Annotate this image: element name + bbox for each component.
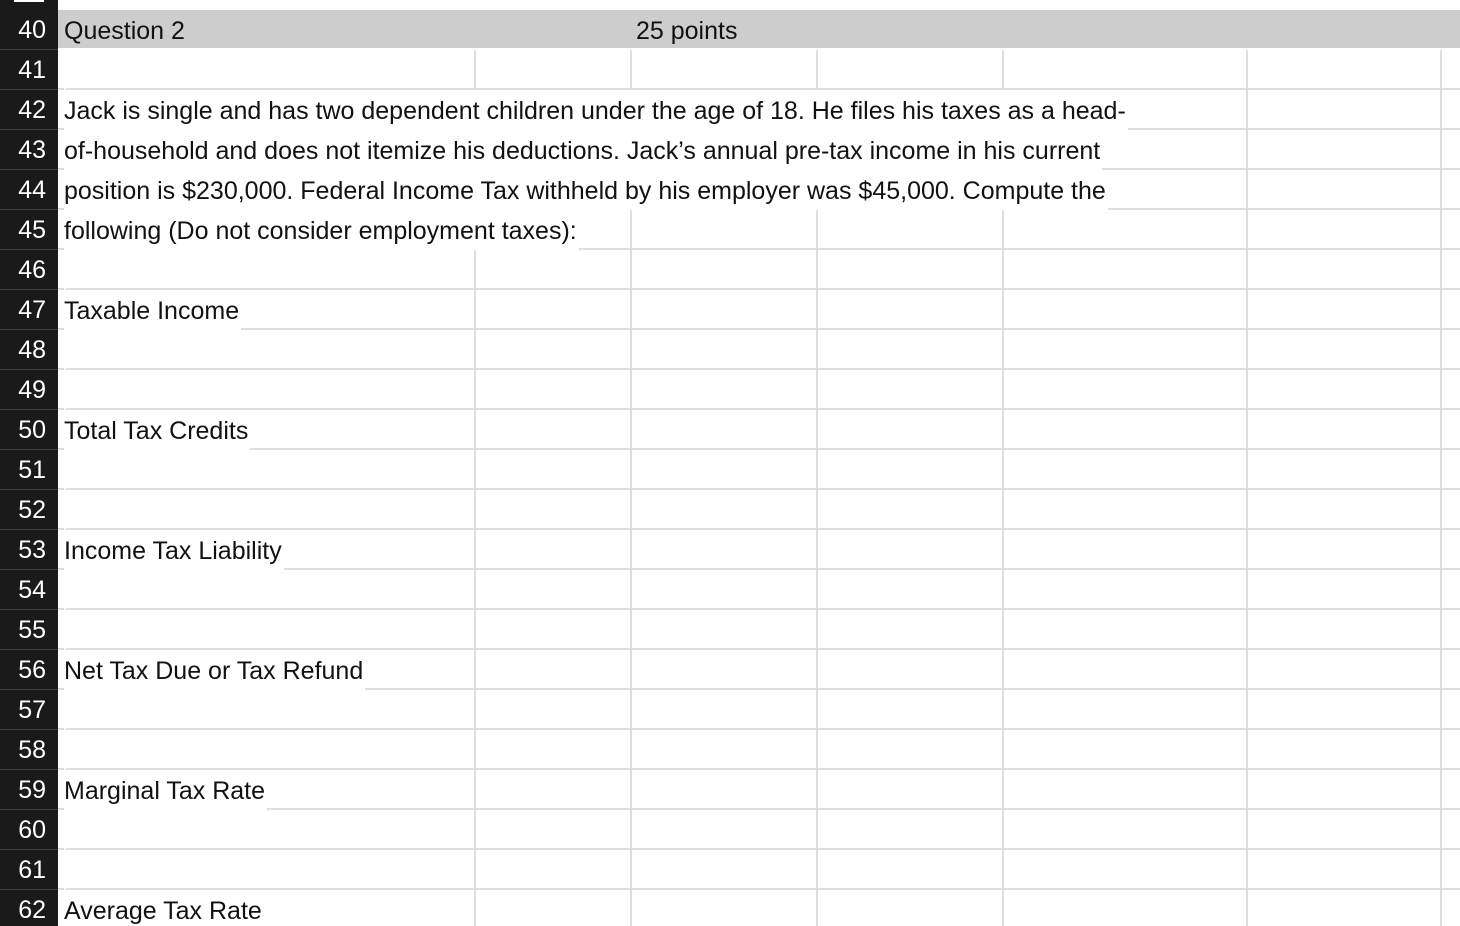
column-gridline bbox=[816, 330, 818, 370]
column-gridline bbox=[1002, 410, 1004, 450]
cell-text bbox=[64, 810, 66, 850]
cell-text: position is $230,000. Federal Income Tax withheld by his employer was $45,000. Compute the bbox=[64, 170, 1108, 210]
row-cells[interactable] bbox=[58, 530, 1460, 570]
row-header[interactable]: 46 bbox=[0, 250, 58, 290]
column-gridline bbox=[630, 450, 632, 490]
cell-text: Marginal Tax Rate bbox=[64, 770, 267, 810]
row-header[interactable]: 60 bbox=[0, 810, 58, 850]
column-gridline bbox=[1002, 690, 1004, 730]
row-header[interactable]: 43 bbox=[0, 130, 58, 170]
column-gridline bbox=[1440, 410, 1442, 450]
column-gridline bbox=[1002, 730, 1004, 770]
table-row bbox=[0, 890, 1460, 926]
points-label: 25 points bbox=[636, 17, 738, 45]
column-gridline bbox=[1440, 530, 1442, 570]
column-gridline bbox=[1440, 570, 1442, 610]
row-header[interactable]: 59 bbox=[0, 770, 58, 810]
column-gridline bbox=[474, 850, 476, 890]
column-gridline bbox=[1440, 690, 1442, 730]
column-gridline bbox=[474, 730, 476, 770]
table-row bbox=[0, 450, 1460, 490]
column-gridline bbox=[1246, 490, 1248, 530]
cell-text bbox=[64, 50, 66, 90]
header-row-question bbox=[0, 10, 1460, 50]
row-cells[interactable] bbox=[58, 290, 1460, 330]
question-title: Question 2 bbox=[64, 17, 185, 45]
row-header[interactable]: 50 bbox=[0, 410, 58, 450]
column-gridline bbox=[1440, 290, 1442, 330]
header-cells[interactable] bbox=[58, 10, 1460, 50]
row-cells[interactable] bbox=[58, 90, 1460, 130]
column-gridline bbox=[1002, 450, 1004, 490]
column-gridline bbox=[1246, 90, 1248, 130]
column-gridline bbox=[816, 770, 818, 810]
table-row bbox=[0, 850, 1460, 890]
table-row bbox=[0, 490, 1460, 530]
column-gridline bbox=[816, 530, 818, 570]
table-row bbox=[0, 690, 1460, 730]
table-row bbox=[0, 610, 1460, 650]
table-row bbox=[0, 650, 1460, 690]
column-gridline bbox=[630, 850, 632, 890]
column-gridline bbox=[816, 290, 818, 330]
column-gridline bbox=[474, 530, 476, 570]
column-gridline bbox=[816, 810, 818, 850]
cell-text bbox=[64, 250, 66, 290]
column-gridline bbox=[474, 250, 476, 290]
column-gridline bbox=[630, 250, 632, 290]
row-header[interactable]: 52 bbox=[0, 490, 58, 530]
column-gridline bbox=[816, 450, 818, 490]
column-gridline bbox=[1002, 330, 1004, 370]
cell-text: Income Tax Liability bbox=[64, 530, 284, 570]
column-gridline bbox=[474, 410, 476, 450]
column-gridline bbox=[1440, 450, 1442, 490]
column-gridline bbox=[630, 330, 632, 370]
cell-text: Total Tax Credits bbox=[64, 410, 250, 450]
column-gridline bbox=[630, 730, 632, 770]
column-gridline bbox=[474, 570, 476, 610]
column-gridline bbox=[1002, 50, 1004, 90]
row-cells[interactable] bbox=[58, 370, 1460, 410]
row-cells[interactable] bbox=[58, 730, 1460, 770]
column-gridline bbox=[1440, 770, 1442, 810]
column-gridline bbox=[474, 330, 476, 370]
row-cells[interactable] bbox=[58, 770, 1460, 810]
cell-text: Jack is single and has two dependent children under the age of 18. He files his taxes as a head- bbox=[64, 90, 1128, 130]
column-gridline bbox=[1246, 770, 1248, 810]
row-cells[interactable] bbox=[58, 490, 1460, 530]
column-gridline bbox=[474, 810, 476, 850]
column-gridline bbox=[474, 650, 476, 690]
row-cells[interactable] bbox=[58, 250, 1460, 290]
cell-text bbox=[64, 330, 66, 370]
row-header[interactable]: 41 bbox=[0, 50, 58, 90]
column-gridline bbox=[1440, 890, 1442, 926]
table-row bbox=[0, 90, 1460, 130]
row-cells[interactable] bbox=[58, 330, 1460, 370]
column-gridline bbox=[630, 610, 632, 650]
row-header[interactable]: 47 bbox=[0, 290, 58, 330]
column-gridline bbox=[1440, 610, 1442, 650]
cell-text bbox=[64, 370, 66, 410]
row-cells[interactable] bbox=[58, 50, 1460, 90]
column-gridline bbox=[1440, 90, 1442, 130]
column-gridline bbox=[1440, 330, 1442, 370]
row-cells[interactable] bbox=[58, 690, 1460, 730]
column-gridline bbox=[1002, 210, 1004, 250]
column-gridline bbox=[630, 210, 632, 250]
column-gridline bbox=[474, 50, 476, 90]
cell-text bbox=[64, 450, 66, 490]
column-gridline bbox=[474, 370, 476, 410]
table-row bbox=[0, 410, 1460, 450]
column-gridline bbox=[1246, 450, 1248, 490]
row-header[interactable]: 61 bbox=[0, 850, 58, 890]
table-row bbox=[0, 370, 1460, 410]
column-gridline bbox=[1246, 410, 1248, 450]
row-cells[interactable] bbox=[58, 170, 1460, 210]
column-gridline bbox=[474, 450, 476, 490]
row-cells[interactable] bbox=[58, 450, 1460, 490]
column-gridline bbox=[1440, 490, 1442, 530]
row-header[interactable]: 44 bbox=[0, 170, 58, 210]
column-gridline bbox=[1440, 810, 1442, 850]
column-gridline bbox=[1440, 650, 1442, 690]
column-gridline bbox=[1440, 370, 1442, 410]
column-gridline bbox=[816, 570, 818, 610]
column-gridline bbox=[816, 690, 818, 730]
row-header[interactable]: 42 bbox=[0, 90, 58, 130]
row-header[interactable]: 55 bbox=[0, 610, 58, 650]
column-gridline bbox=[1246, 690, 1248, 730]
cell-text: following (Do not consider employment taxes): bbox=[64, 210, 579, 250]
table-row bbox=[0, 170, 1460, 210]
table-row bbox=[0, 210, 1460, 250]
column-gridline bbox=[474, 610, 476, 650]
table-row bbox=[0, 330, 1460, 370]
table-row bbox=[0, 530, 1460, 570]
column-gridline bbox=[1246, 570, 1248, 610]
row-cells[interactable] bbox=[58, 810, 1460, 850]
column-gridline bbox=[1002, 770, 1004, 810]
cell-text: Average Tax Rate bbox=[64, 890, 264, 926]
column-gridline bbox=[1002, 850, 1004, 890]
column-gridline bbox=[1002, 570, 1004, 610]
column-gridline bbox=[1246, 650, 1248, 690]
column-gridline bbox=[816, 890, 818, 926]
column-gridline bbox=[1002, 890, 1004, 926]
cell-text bbox=[64, 570, 66, 610]
column-gridline bbox=[474, 890, 476, 926]
column-gridline bbox=[816, 50, 818, 90]
column-gridline bbox=[1246, 250, 1248, 290]
row-cells[interactable] bbox=[58, 610, 1460, 650]
previous-row-sliver bbox=[0, 0, 1460, 10]
column-gridline bbox=[1002, 370, 1004, 410]
table-row bbox=[0, 570, 1460, 610]
column-gridline bbox=[1440, 50, 1442, 90]
row-header[interactable]: 51 bbox=[0, 450, 58, 490]
column-gridline bbox=[816, 250, 818, 290]
row-header[interactable]: 62 bbox=[0, 890, 58, 926]
column-gridline bbox=[630, 530, 632, 570]
column-gridline bbox=[1246, 130, 1248, 170]
row-header-sliver bbox=[0, 0, 58, 10]
column-gridline bbox=[1246, 850, 1248, 890]
column-gridline bbox=[1440, 130, 1442, 170]
column-gridline bbox=[1002, 250, 1004, 290]
column-gridline bbox=[474, 770, 476, 810]
column-gridline bbox=[816, 410, 818, 450]
column-gridline bbox=[1002, 530, 1004, 570]
row-header[interactable]: 56 bbox=[0, 650, 58, 690]
column-gridline bbox=[816, 850, 818, 890]
column-gridline bbox=[474, 490, 476, 530]
column-gridline bbox=[1246, 530, 1248, 570]
column-gridline bbox=[1440, 250, 1442, 290]
cell-text: Taxable Income bbox=[64, 290, 241, 330]
column-gridline bbox=[816, 730, 818, 770]
column-gridline bbox=[630, 490, 632, 530]
row-header[interactable]: 49 bbox=[0, 370, 58, 410]
row-header[interactable]: 53 bbox=[0, 530, 58, 570]
cell-text bbox=[64, 730, 66, 770]
column-gridline bbox=[630, 770, 632, 810]
column-gridline bbox=[1002, 290, 1004, 330]
column-gridline bbox=[1440, 210, 1442, 250]
column-gridline bbox=[1440, 850, 1442, 890]
column-gridline bbox=[630, 570, 632, 610]
row-cells[interactable] bbox=[58, 890, 1460, 926]
column-gridline bbox=[630, 370, 632, 410]
cell-text bbox=[64, 690, 66, 730]
column-gridline bbox=[816, 650, 818, 690]
column-gridline bbox=[630, 290, 632, 330]
column-gridline bbox=[1246, 890, 1248, 926]
column-gridline bbox=[1246, 330, 1248, 370]
column-gridline bbox=[816, 210, 818, 250]
column-gridline bbox=[1246, 370, 1248, 410]
row-header[interactable]: 45 bbox=[0, 210, 58, 250]
table-row bbox=[0, 250, 1460, 290]
column-gridline bbox=[1002, 490, 1004, 530]
table-row bbox=[0, 810, 1460, 850]
row-cells[interactable] bbox=[58, 570, 1460, 610]
column-gridline bbox=[630, 690, 632, 730]
row-number-fragment bbox=[14, 0, 44, 2]
column-gridline bbox=[1002, 610, 1004, 650]
column-gridline bbox=[816, 490, 818, 530]
row-cells[interactable] bbox=[58, 130, 1460, 170]
column-gridline bbox=[1246, 730, 1248, 770]
table-row bbox=[0, 770, 1460, 810]
row-header[interactable]: 54 bbox=[0, 570, 58, 610]
row-header[interactable]: 57 bbox=[0, 690, 58, 730]
cell-text: of-household and does not itemize his deductions. Jack’s annual pre-tax income in his current bbox=[64, 130, 1102, 170]
column-gridline bbox=[1246, 50, 1248, 90]
column-gridline bbox=[630, 890, 632, 926]
row-cells[interactable] bbox=[58, 210, 1460, 250]
row-header[interactable]: 48 bbox=[0, 330, 58, 370]
column-gridline bbox=[630, 810, 632, 850]
row-cells[interactable] bbox=[58, 650, 1460, 690]
column-gridline bbox=[1246, 810, 1248, 850]
column-gridline bbox=[1246, 210, 1248, 250]
table-row bbox=[0, 50, 1460, 90]
table-row bbox=[0, 130, 1460, 170]
column-gridline bbox=[630, 50, 632, 90]
column-gridline bbox=[474, 290, 476, 330]
table-row bbox=[0, 290, 1460, 330]
column-gridline bbox=[1002, 810, 1004, 850]
column-gridline bbox=[816, 610, 818, 650]
row-cells[interactable] bbox=[58, 410, 1460, 450]
row-cells[interactable] bbox=[58, 850, 1460, 890]
column-gridline bbox=[1246, 610, 1248, 650]
column-gridline bbox=[474, 690, 476, 730]
column-gridline bbox=[1246, 170, 1248, 210]
row-header[interactable]: 58 bbox=[0, 730, 58, 770]
table-row bbox=[0, 730, 1460, 770]
column-gridline bbox=[630, 650, 632, 690]
cell-text bbox=[64, 490, 66, 530]
row-header[interactable]: 40 bbox=[0, 10, 58, 50]
column-gridline bbox=[1002, 650, 1004, 690]
column-gridline bbox=[1440, 730, 1442, 770]
cell-text bbox=[64, 850, 66, 890]
column-gridline bbox=[1246, 290, 1248, 330]
column-gridline bbox=[816, 370, 818, 410]
column-gridline bbox=[630, 410, 632, 450]
cell-text bbox=[64, 610, 66, 650]
column-gridline bbox=[1440, 170, 1442, 210]
cell-text: Net Tax Due or Tax Refund bbox=[64, 650, 365, 690]
